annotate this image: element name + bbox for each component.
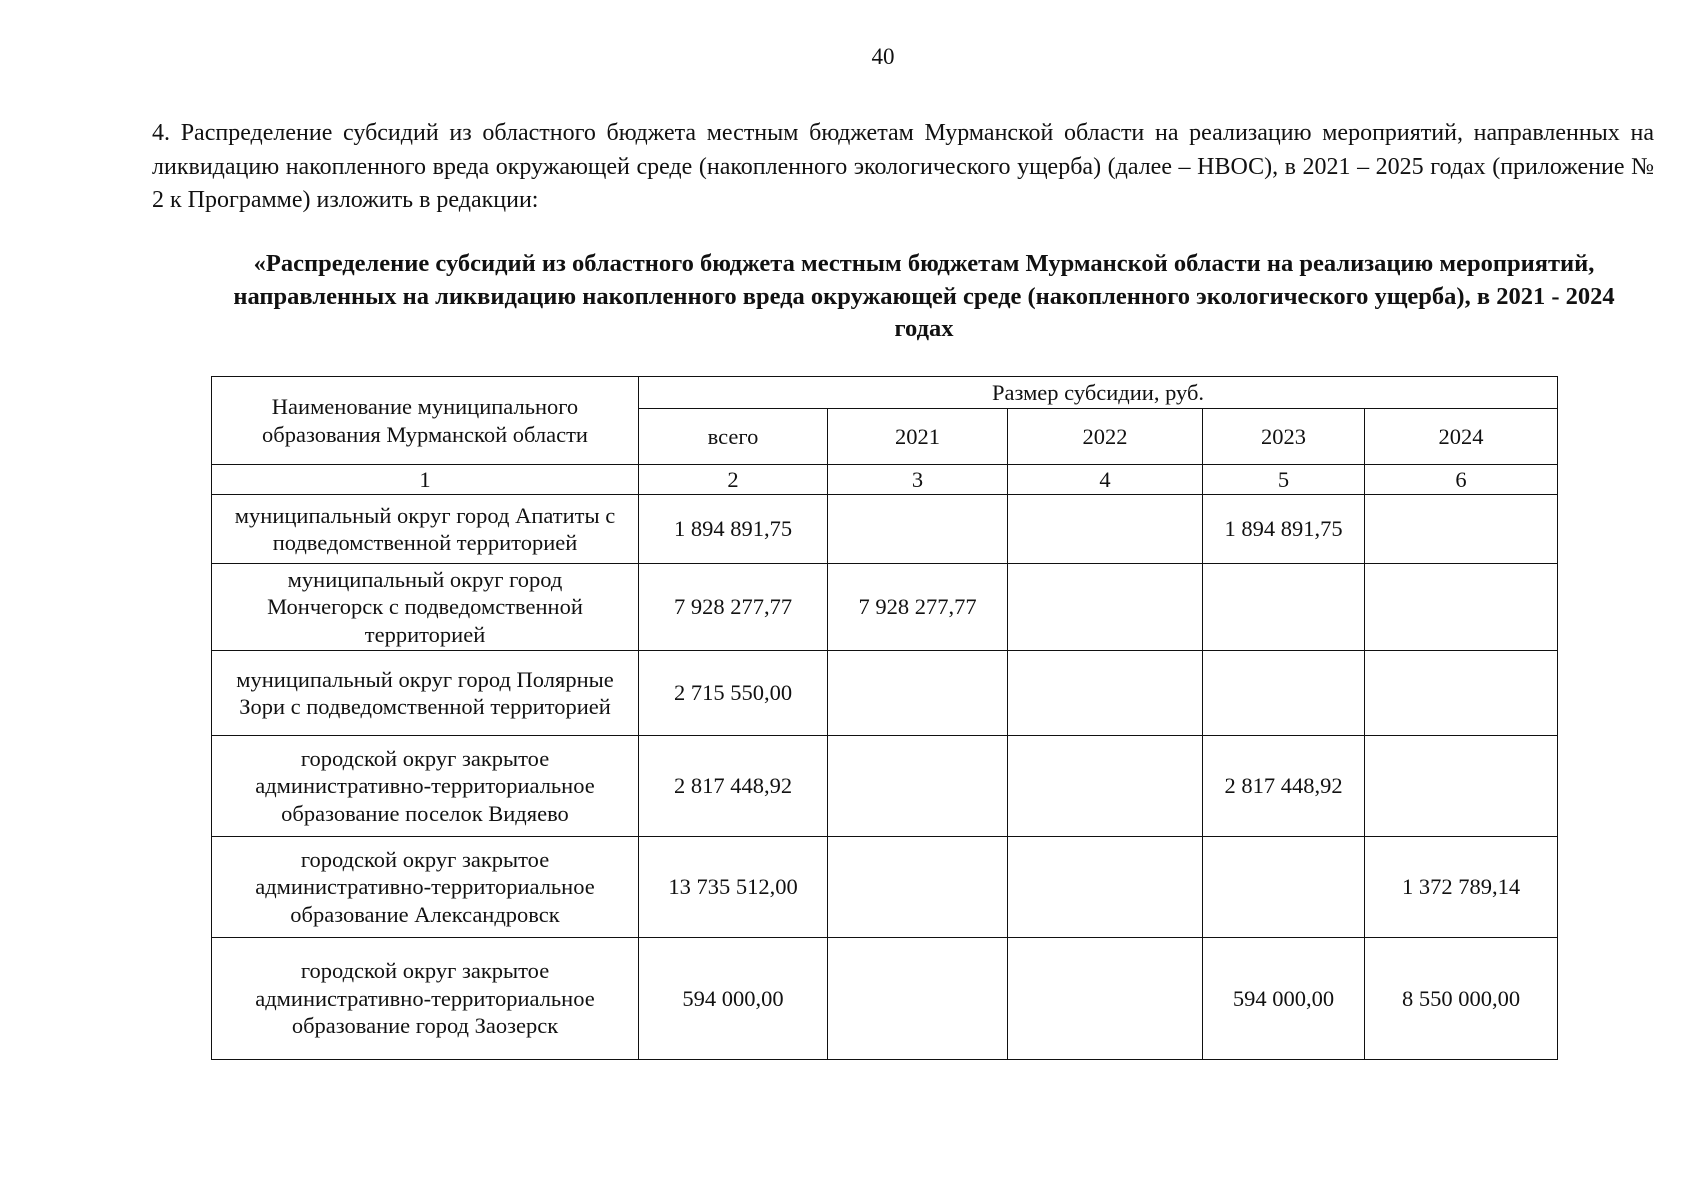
header-2024: 2024 — [1365, 409, 1558, 465]
row-2024: 8 550 000,00 — [1365, 938, 1558, 1060]
column-number: 6 — [1365, 465, 1558, 495]
column-number: 3 — [828, 465, 1008, 495]
row-name: городской округ закрытое административно-территориальное образование Александровск — [212, 837, 639, 938]
row-total: 7 928 277,77 — [639, 564, 828, 651]
table-row — [212, 938, 1558, 1060]
row-name: городской округ закрытое административно-территориальное образование город Заозерск — [212, 938, 639, 1060]
row-2023 — [1203, 564, 1365, 651]
row-2024 — [1365, 651, 1558, 736]
row-2024 — [1365, 564, 1558, 651]
header-total: всего — [639, 409, 828, 465]
header-2022: 2022 — [1008, 409, 1203, 465]
header-name-column: Наименование муниципального образования Мурманской области — [212, 377, 639, 465]
table-row — [212, 736, 1558, 837]
column-numbers-row — [212, 465, 1558, 495]
row-name: муниципальный округ город Мончегорск с подведомственной территорией — [212, 564, 639, 651]
row-2023: 1 894 891,75 — [1203, 495, 1365, 564]
row-2022 — [1008, 938, 1203, 1060]
row-2021: 7 928 277,77 — [828, 564, 1008, 651]
row-2022 — [1008, 651, 1203, 736]
table-row — [212, 651, 1558, 736]
row-2024 — [1365, 736, 1558, 837]
table-row — [212, 495, 1558, 564]
row-2022 — [1008, 495, 1203, 564]
header-2021: 2021 — [828, 409, 1008, 465]
subsidy-table — [211, 376, 1558, 1060]
row-2021 — [828, 651, 1008, 736]
page-number: 40 — [871, 44, 895, 69]
table-row — [212, 564, 1558, 651]
row-2023: 594 000,00 — [1203, 938, 1365, 1060]
header-subsidy-group: Размер субсидии, руб. — [639, 377, 1558, 409]
row-2021 — [828, 495, 1008, 564]
column-number: 2 — [639, 465, 828, 495]
row-2023 — [1203, 651, 1365, 736]
row-2022 — [1008, 837, 1203, 938]
column-number: 4 — [1008, 465, 1203, 495]
header-2023: 2023 — [1203, 409, 1365, 465]
row-name: муниципальный округ город Полярные Зори с подведомственной территорией — [212, 651, 639, 736]
column-number: 1 — [212, 465, 639, 495]
row-2024: 1 372 789,14 — [1365, 837, 1558, 938]
row-2022 — [1008, 564, 1203, 651]
row-2021 — [828, 837, 1008, 938]
row-name: городской округ закрытое административно-территориальное образование поселок Видяево — [212, 736, 639, 837]
column-number: 5 — [1203, 465, 1365, 495]
row-total: 594 000,00 — [639, 938, 828, 1060]
row-2023 — [1203, 837, 1365, 938]
row-total: 13 735 512,00 — [639, 837, 828, 938]
row-total: 1 894 891,75 — [639, 495, 828, 564]
intro-paragraph: 4. Распределение субсидий из областного бюджета местным бюджетам Мурманской области на реализацию мероприятий, направленных на ликвидацию накопленного вреда окружающей среде (накопленного экологического ущерба) (далее – НВОС), в 2021 – 2025 годах (приложение № 2 к Программе) изложить в редакции: — [152, 120, 1654, 213]
table-title: «Распределение субсидий из областного бюджета местным бюджетам Мурманской области на реализацию мероприятий, направленных на ликвидацию накопленного вреда окружающей среде (накопленного экологического ущерба), в 2021 - 2024 годах — [233, 250, 1615, 342]
row-total: 2 817 448,92 — [639, 736, 828, 837]
row-2023: 2 817 448,92 — [1203, 736, 1365, 837]
row-2022 — [1008, 736, 1203, 837]
row-total: 2 715 550,00 — [639, 651, 828, 736]
row-2024 — [1365, 495, 1558, 564]
row-name: муниципальный округ город Апатиты с подведомственной территорией — [212, 495, 639, 564]
row-2021 — [828, 736, 1008, 837]
table-row — [212, 837, 1558, 938]
row-2021 — [828, 938, 1008, 1060]
